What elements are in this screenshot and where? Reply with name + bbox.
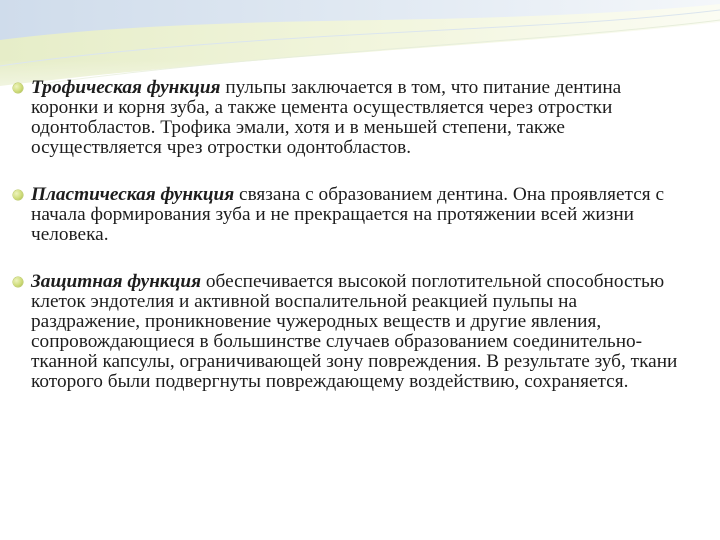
list-item (10, 272, 690, 392)
text-plastic: связана с образованием дентина. Она проявляется с начала формирования зуба и не прекращается на протяжении всей жизни человека. (31, 184, 665, 245)
circle-bullet-icon (13, 190, 23, 200)
text-protective: обеспечивается высокой поглотительной способностью клеток эндотелия и активной воспалительной реакцией пульпы на раздражение, проникновение чужеродных веществ и другие явления, сопровождающиеся в большинстве случаев образованием соединительно-тканной капсулы, ограничивающей зону повреждения. В результате зуб, ткани которого были подвергнуты повреждающему воздействию, сохраняется. (31, 271, 678, 392)
circle-bullet-icon (13, 83, 23, 93)
term-trophic: Трофическая функция (31, 77, 221, 98)
term-protective: Защитная функция (31, 271, 202, 292)
text-trophic: пульпы заключается в том, что питание дентина коронки и корня зуба, а также цемента осуществляется через отростки одонтобластов. Трофика эмали, хотя и в меньшей степени, также осуществляется чрез отростки одонтобластов. (31, 77, 622, 158)
bullet-list (10, 78, 690, 392)
circle-bullet-icon (13, 277, 23, 287)
paragraph-plastic (31, 184, 664, 245)
list-item (10, 185, 690, 245)
list-item (10, 78, 690, 158)
paragraph-protective (31, 271, 677, 392)
term-plastic: Пластическая функция (31, 184, 235, 205)
paragraph-trophic (31, 77, 621, 158)
